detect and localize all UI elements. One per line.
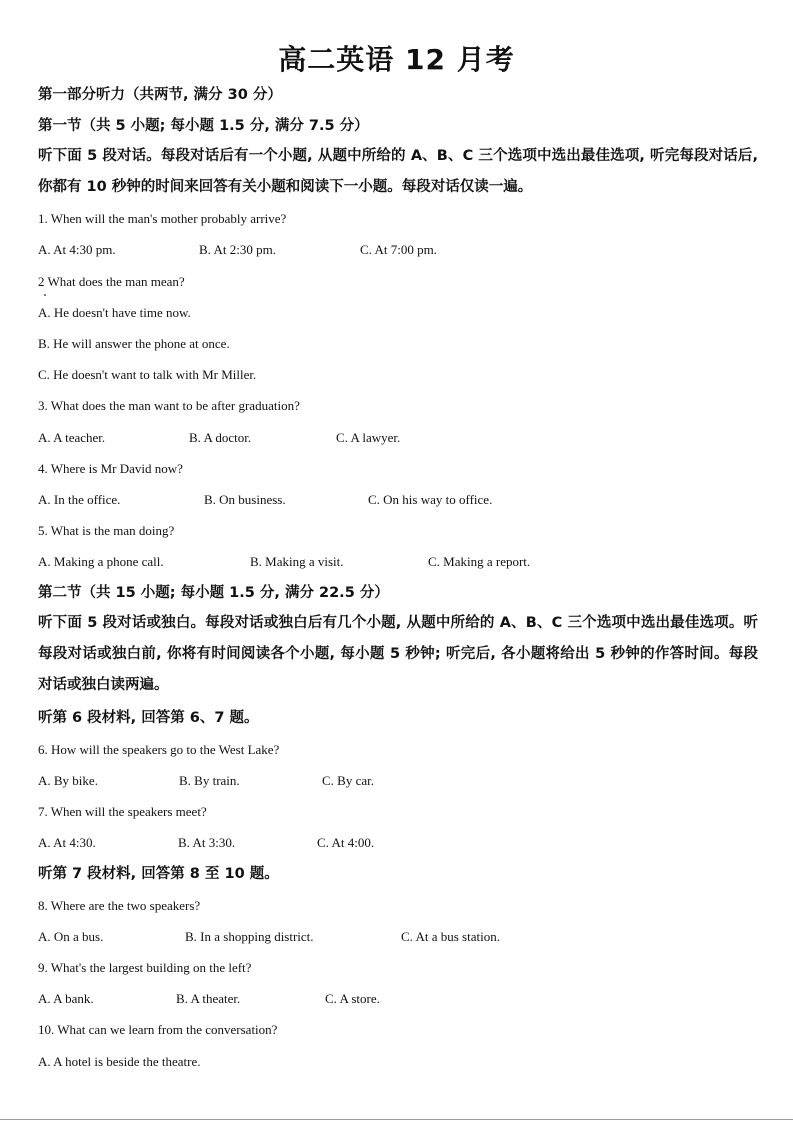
question-4: 4. Where is Mr David now? — [38, 461, 183, 476]
question-5: 5. What is the man doing? — [38, 523, 175, 538]
q4-option-a: A. In the office. — [38, 492, 121, 507]
page-bottom-divider — [0, 1119, 793, 1120]
section2-heading: 第二节（共 15 小题; 每小题 1.5 分, 满分 22.5 分） — [38, 585, 389, 601]
question-9: 9. What's the largest building on the left? — [38, 960, 252, 975]
question-7: 7. When will the speakers meet? — [38, 804, 207, 819]
q5-option-c: C. Making a report. — [428, 554, 531, 569]
question-10: 10. What can we learn from the conversation? — [38, 1022, 278, 1037]
question-1: 1. When will the man's mother probably arrive? — [38, 211, 287, 226]
q6-option-c: C. By car. — [322, 773, 374, 788]
question-8: 8. Where are the two speakers? — [38, 898, 201, 913]
q9-option-c: C. A store. — [325, 991, 380, 1006]
q3-option-c: C. A lawyer. — [336, 430, 401, 445]
page-title: 高二英语 12 月考 — [278, 43, 515, 76]
q9-option-a: A. A bank. — [38, 991, 94, 1006]
q5-option-b: B. Making a visit. — [250, 554, 344, 569]
q8-option-c: C. At a bus station. — [401, 929, 500, 944]
material-7-heading: 听第 7 段材料, 回答第 8 至 10 题。 — [38, 866, 279, 882]
q8-option-a: A. On a bus. — [38, 929, 104, 944]
q4-option-c: C. On his way to office. — [368, 492, 493, 507]
q7-option-b: B. At 3:30. — [178, 835, 236, 850]
question-6: 6. How will the speakers go to the West Lake? — [38, 742, 280, 757]
q2-option-a: A. He doesn't have time now. — [38, 305, 191, 320]
q3-option-a: A. A teacher. — [38, 430, 106, 445]
question-3: 3. What does the man want to be after graduation? — [38, 398, 300, 413]
q6-option-a: A. By bike. — [38, 773, 98, 788]
q2-option-b: B. He will answer the phone at once. — [38, 336, 230, 351]
q6-option-b: B. By train. — [179, 773, 240, 788]
q1-option-a: A. At 4:30 pm. — [38, 242, 116, 257]
section1-instructions: 听下面 5 段对话。每段对话后有一个小题, 从题中所给的 A、B、C 三个选项中选出最佳选项, 听完每段对话后, 你都有 10 秒钟的时间来回答有关小题和阅读下一小题。每段对话仅读一遍。 — [38, 148, 758, 195]
q8-option-b: B. In a shopping district. — [185, 929, 314, 944]
section2-instructions: 听下面 5 段对话或独白。每段对话或独白后有几个小题, 从题中所给的 A、B、C 三个选项中选出最佳选项。听每段对话或独白前, 你将有时间阅读各个小题, 每小题 5 秒钟; 听完后, 各小题将给出 5 秒钟的作答时间。每段对话或独白读两遍。 — [38, 615, 758, 693]
q9-option-b: B. A theater. — [176, 991, 241, 1006]
stray-dot — [44, 294, 46, 296]
part1-heading: 第一部分听力（共两节, 满分 30 分） — [38, 87, 282, 103]
q2-option-c: C. He doesn't want to talk with Mr Miller. — [38, 367, 257, 382]
q7-option-a: A. At 4:30. — [38, 835, 96, 850]
question-2: 2 What does the man mean? — [38, 274, 185, 289]
section1-heading: 第一节（共 5 小题; 每小题 1.5 分, 满分 7.5 分） — [38, 118, 369, 134]
q3-option-b: B. A doctor. — [189, 430, 252, 445]
q4-option-b: B. On business. — [204, 492, 286, 507]
q1-option-b: B. At 2:30 pm. — [199, 242, 276, 257]
material-6-heading: 听第 6 段材料, 回答第 6、7 题。 — [38, 710, 259, 726]
q7-option-c: C. At 4:00. — [317, 835, 375, 850]
q5-option-a: A. Making a phone call. — [38, 554, 164, 569]
q10-option-a: A. A hotel is beside the theatre. — [38, 1054, 201, 1069]
q1-option-c: C. At 7:00 pm. — [360, 242, 437, 257]
